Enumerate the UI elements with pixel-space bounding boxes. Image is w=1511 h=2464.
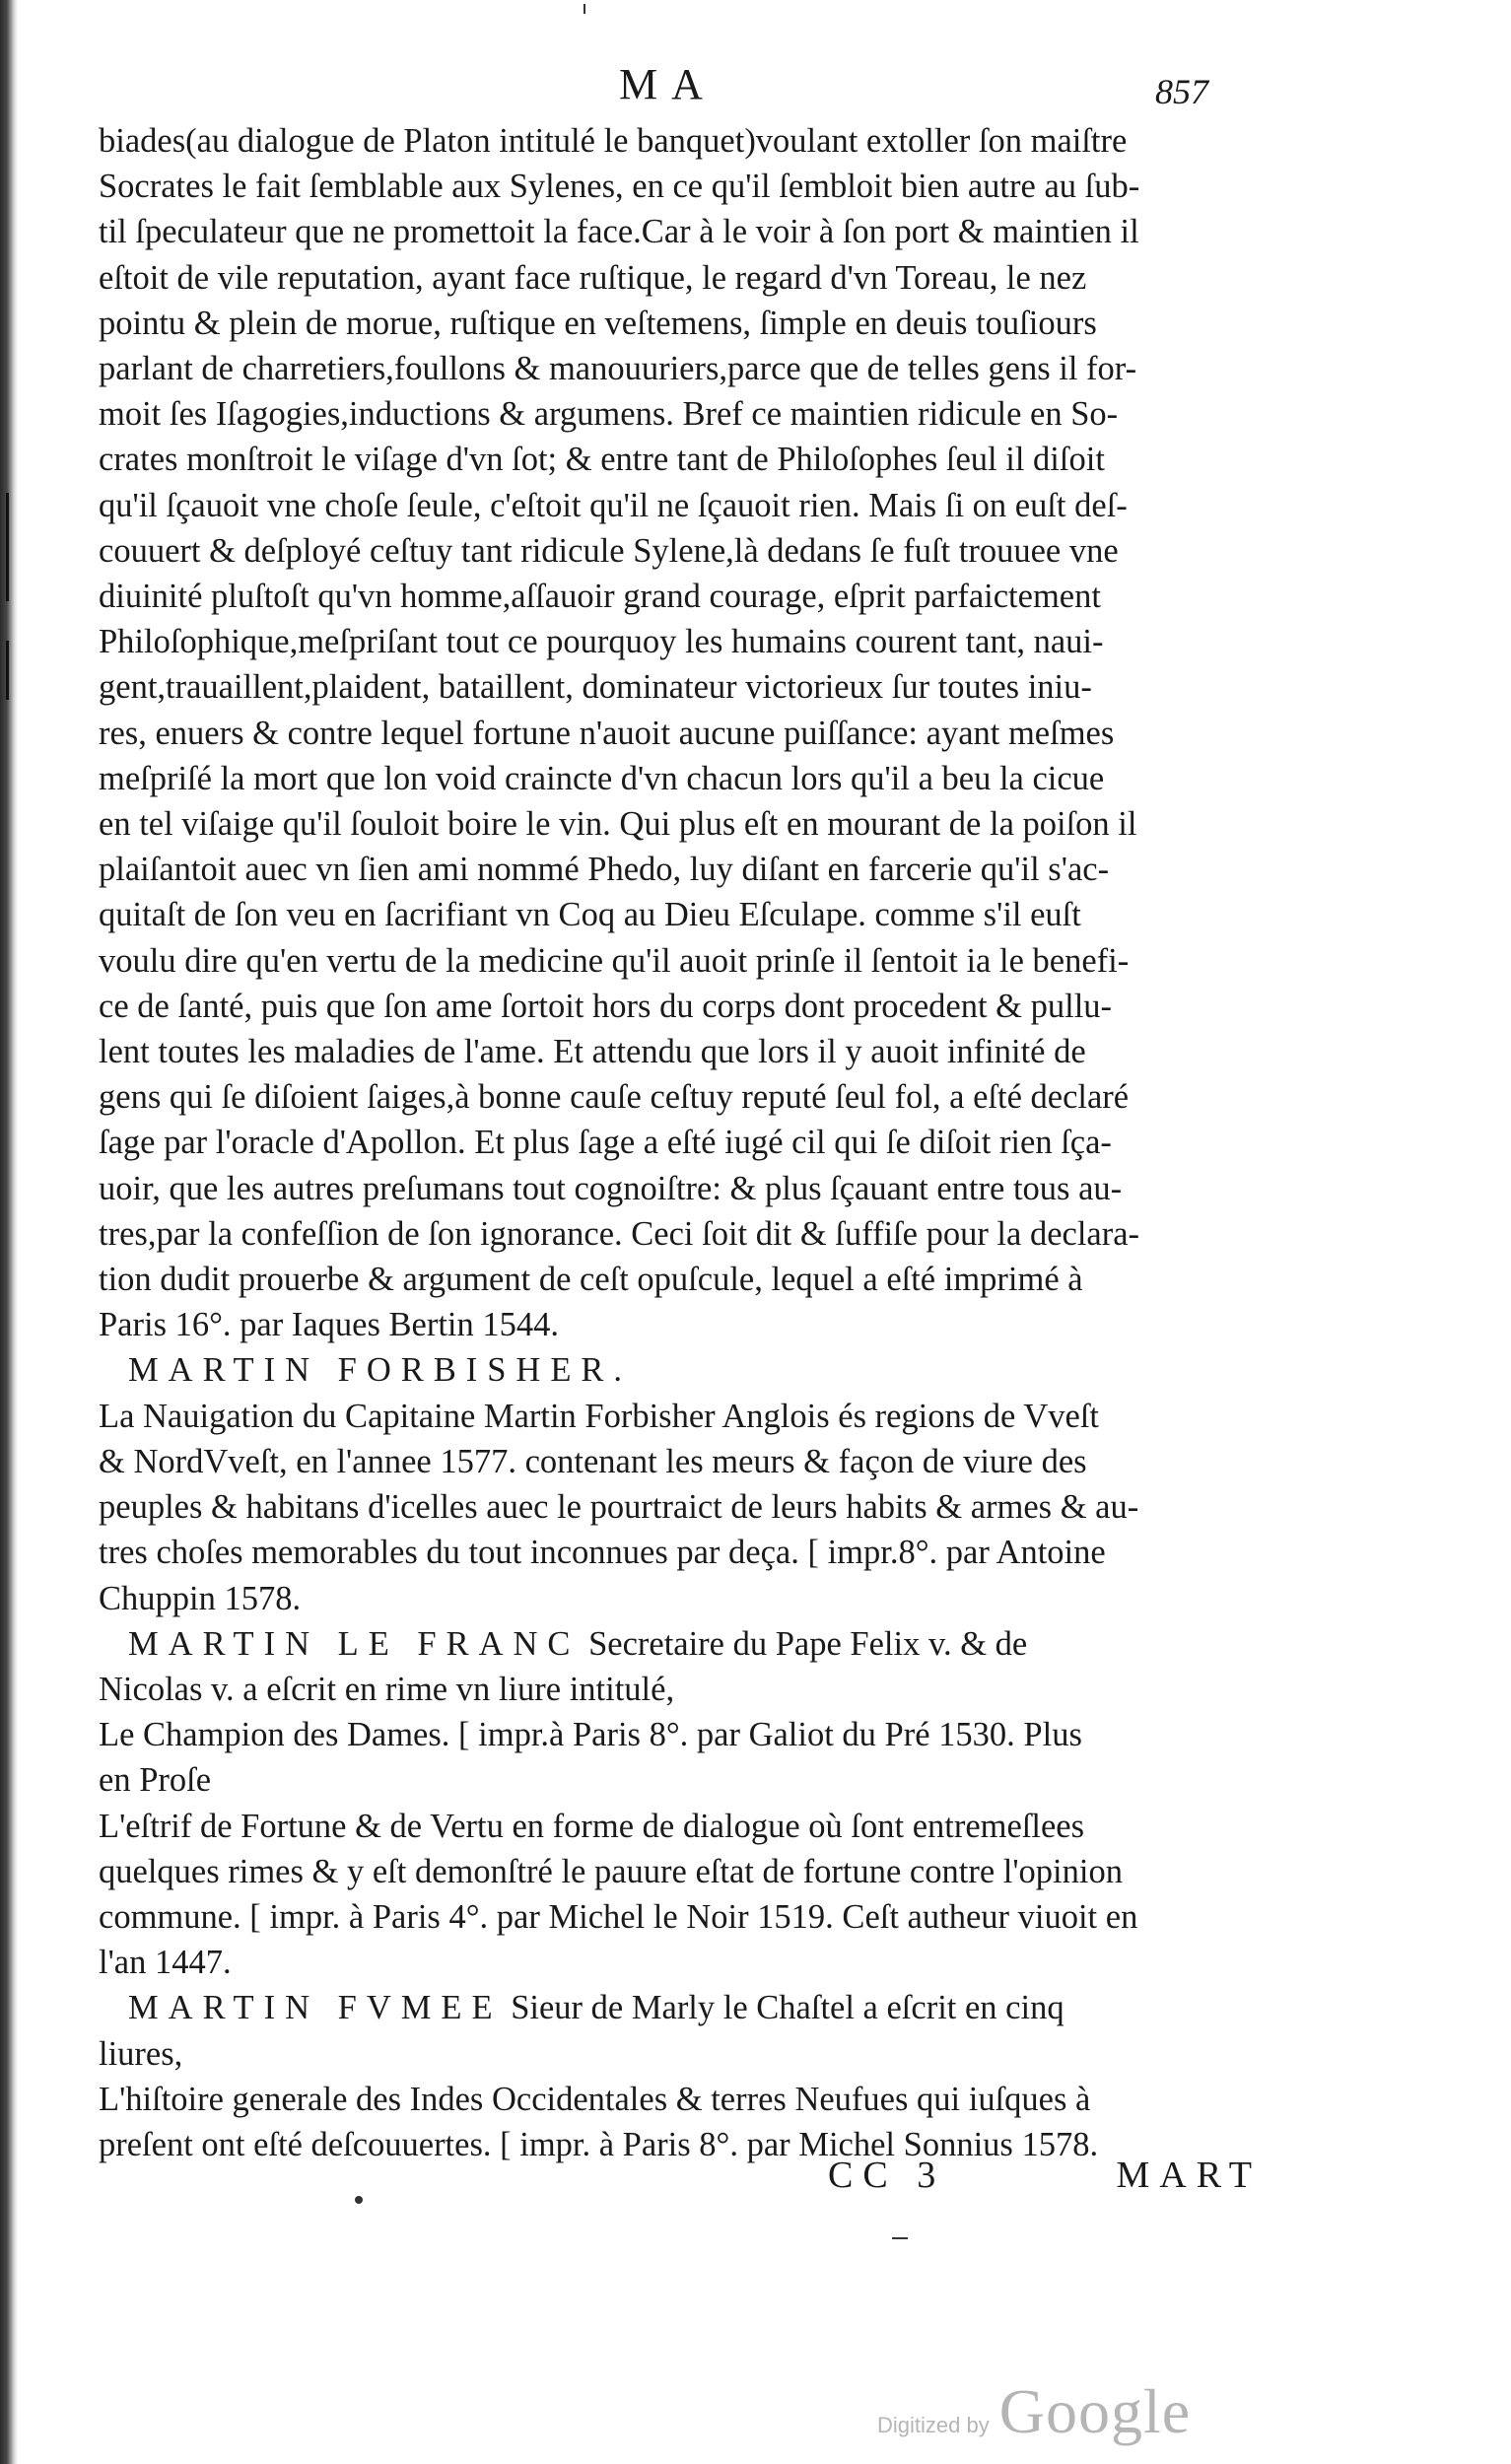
- text-line: Nicolas v. a eſcrit en rime vn liure intitulé,: [99, 1670, 675, 1708]
- text-line: liures,: [99, 2034, 183, 2073]
- text-line: commune. [ impr. à Paris 4°. par Michel le Noir 1519. Ceſt autheur viuoit en: [99, 1897, 1138, 1936]
- entry-intro: Secretaire du Pape Felix v. & de: [588, 1624, 1028, 1663]
- text-line: Paris 16°. par Iaques Bertin 1544.: [99, 1306, 559, 1344]
- text-line: peuples & habitans d'icelles auec le pourtraict de leurs habits & armes & au-: [99, 1488, 1139, 1527]
- text-line: biades(au dialogue de Platon intitulé le banquet)voulant extoller ſon maiſtre: [99, 122, 1128, 160]
- binding-mark: [6, 493, 9, 601]
- text-line: diuinité pluſtoſt qu'vn homme,aſſauoir grand courage, eſprit parfaictement: [99, 578, 1101, 616]
- entry-heading: MARTIN FORBISHER.: [128, 1351, 633, 1390]
- text-line: voulu dire qu'en vertu de la medicine qu'il auoit prinſe il ſentoit ia le benefi-: [99, 941, 1130, 980]
- text-line: en Proſe: [99, 1761, 212, 1800]
- text-line: pointu & plein de morue, ruſtique en veſtemens, ſimple en deuis touſiours: [99, 304, 1097, 342]
- page-number: 857: [1155, 72, 1208, 111]
- text-line: moit ſes Iſagogies,inductions & argumens. Bref ce maintien ridicule en So-: [99, 395, 1119, 434]
- entry-heading: MARTIN LE FRANC: [128, 1624, 581, 1663]
- digitization-watermark: [877, 2375, 1191, 2448]
- text-line: quelques rimes & y eſt demonſtré le pauure eſtat de fortune contre l'opinion: [99, 1852, 1123, 1890]
- entry-intro-line: [99, 1985, 1252, 2030]
- watermark-prefix: Digitized by: [877, 2413, 990, 2437]
- socrates-paragraph: [99, 118, 1252, 1347]
- text-line: tion dudit prouerbe & argument de ceſt opuſcule, lequel a eſté imprimé à: [99, 1261, 1083, 1299]
- text-line: eſtoit de vile reputation, ayant face ruſtique, le regard d'vn Toreau, le nez: [99, 258, 1087, 297]
- entry-forbisher: [99, 1347, 1252, 1620]
- text-line: ce de ſanté, puis que ſon ame ſortoit hors du corps dont procedent & pullu-: [99, 987, 1113, 1025]
- signature-mark: CC 3: [828, 2155, 946, 2196]
- text-line: La Nauigation du Capitaine Martin Forbisher Anglois és regions de Vveſt: [99, 1397, 1100, 1435]
- text-line: Socrates le fait ſemblable aux Sylenes, en ce qu'il ſembloit bien autre au ſub-: [99, 168, 1140, 206]
- text-line: uoir, que les autres preſumans tout cognoiſtre: & plus ſçauant entre tous au-: [99, 1169, 1123, 1207]
- catchword: MART: [1116, 2155, 1262, 2196]
- text-line: en tel viſaige qu'il ſouloit boire le vin. Qui plus eſt en mourant de la poiſon il: [99, 805, 1137, 844]
- text-line: tres,par la confeſſion de ſon ignorance. Ceci ſoit dit & ſuffiſe pour la declara-: [99, 1214, 1140, 1253]
- text-line: gens qui ſe diſoient ſaiges,à bonne cauſe ceſtuy reputé ſeul fol, a eſté declaré: [99, 1078, 1130, 1117]
- entry-le-franc: [99, 1621, 1252, 1986]
- ink-speck: [355, 2196, 363, 2204]
- text-line: Le Champion des Dames. [ impr.à Paris 8°. par Galiot du Pré 1530. Plus: [99, 1716, 1082, 1754]
- text-line: L'hiſtoire generale des Indes Occidentales & terres Neufues qui iuſques à: [99, 2080, 1091, 2118]
- entry-heading: MARTIN FVMEE: [128, 1989, 503, 2027]
- text-line: res, enuers & contre lequel fortune n'auoit aucune puiſſance: ayant meſmes: [99, 714, 1115, 752]
- text-line: lent toutes les maladies de l'ame. Et attendu que lors il y auoit infinité de: [99, 1033, 1086, 1071]
- text-line: ſage par l'oracle d'Apollon. Et plus ſage a eſté iugé cil qui ſe diſoit rien ſça-: [99, 1124, 1112, 1162]
- text-line: plaiſantoit auec vn ſien ami nommé Phedo, luy diſant en farcerie qu'il s'ac-: [99, 851, 1110, 889]
- page-body: [99, 118, 1252, 2167]
- page-footer: [828, 2154, 1262, 2197]
- text-line: gent,trauaillent,plaident, bataillent, dominateur victorieux ſur toutes iniu-: [99, 668, 1092, 707]
- text-line: quitaſt de ſon veu en ſacrifiant vn Coq au Dieu Eſculape. comme s'il euſt: [99, 896, 1081, 934]
- google-logo: Google: [998, 2376, 1192, 2446]
- text-line: l'an 1447.: [99, 1944, 232, 1982]
- text-line: til ſpeculateur que ne promettoit la face.Car à le voir à ſon port & maintien il: [99, 213, 1139, 251]
- binding-mark: [6, 641, 9, 700]
- text-line: couuert & deſployé ceſtuy tant ridicule Sylene,là dedans ſe fuſt trouuee vne: [99, 531, 1119, 570]
- text-line: meſpriſé la mort que lon void craincte d'vn chacun lors qu'il a beu la cicue: [99, 759, 1105, 797]
- text-line: crates monſtroit le viſage d'vn ſot; & entre tant de Philoſophes ſeul il diſoit: [99, 441, 1105, 479]
- text-line: Philoſophique,meſpriſant tout ce pourquoy les humains courent tant, naui-: [99, 623, 1104, 661]
- entry-fumee: [99, 1985, 1252, 2167]
- text-line: preſent ont eſté deſcouuertes. [ impr. à Paris 8°. par Michel Sonnius 1578.: [99, 2125, 1099, 2163]
- page-binding-edge: [0, 0, 18, 2464]
- entry-intro-line: [99, 1621, 1252, 1667]
- running-head: MA: [619, 60, 717, 108]
- text-line: tres choſes memorables du tout inconnues par deça. [ impr.8°. par Antoine: [99, 1534, 1106, 1572]
- ink-speck: [584, 4, 585, 14]
- text-line: Chuppin 1578.: [99, 1579, 302, 1617]
- text-line: parlant de charretiers,foullons & manouuriers,parce que de telles gens il for-: [99, 350, 1137, 388]
- text-line: qu'il ſçauoit vne choſe ſeule, c'eſtoit qu'il ne ſçauoit rien. Mais ſi on euſt deſ-: [99, 486, 1128, 524]
- ink-speck: [892, 2237, 908, 2239]
- text-line: & NordVveſt, en l'annee 1577. contenant les meurs & façon de viure des: [99, 1442, 1087, 1480]
- text-line: L'eſtrif de Fortune & de Vertu en forme de dialogue où ſont entremeſlees: [99, 1807, 1085, 1845]
- entry-intro: Sieur de Marly le Chaſtel a eſcrit en cinq: [511, 1989, 1065, 2027]
